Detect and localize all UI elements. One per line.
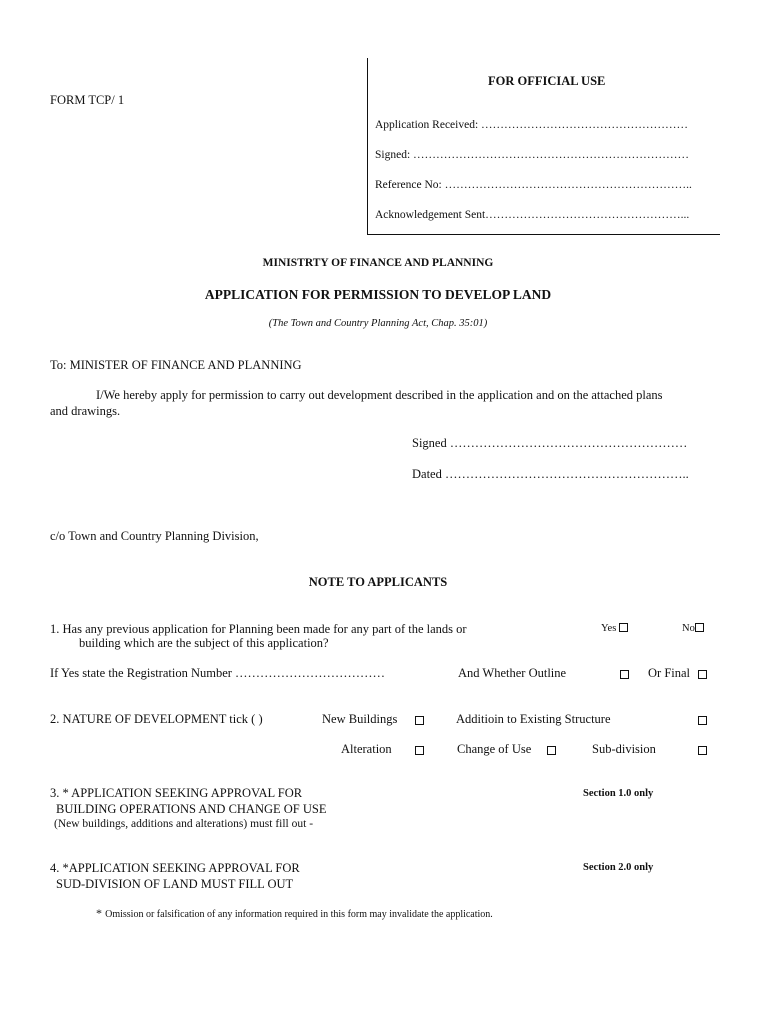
outline-label: And Whether Outline xyxy=(458,666,567,680)
q1-yes-checkbox[interactable] xyxy=(619,623,628,632)
q1-no-option[interactable] xyxy=(682,623,704,634)
q1-yes-label: Yes xyxy=(601,623,617,634)
question-4-line-1: 4. *APPLICATION SEEKING APPROVAL FOR xyxy=(50,861,300,875)
nature-of-development-label: 2. NATURE OF DEVELOPMENT tick ( ) xyxy=(50,712,263,726)
question-1-line-2: building which are the subject of this application? xyxy=(79,636,329,650)
note-heading: NOTE TO APPLICANTS xyxy=(308,575,448,589)
new-buildings-label: New Buildings xyxy=(322,712,398,726)
declaration-line-2: and drawings. xyxy=(50,404,121,418)
reference-no-field[interactable]: Reference No: ……………………………………………………….. xyxy=(375,179,692,191)
subdivision-label: Sub-division xyxy=(592,742,656,756)
addition-label: Additioin to Existing Structure xyxy=(456,712,611,726)
footnote xyxy=(96,906,493,921)
change-of-use-checkbox[interactable] xyxy=(547,746,556,755)
addition-checkbox[interactable] xyxy=(698,716,707,725)
question-1-line-1: 1. Has any previous application for Planning been made for any part of the lands or xyxy=(50,622,467,636)
final-checkbox[interactable] xyxy=(698,670,707,679)
q1-no-checkbox[interactable] xyxy=(695,623,704,632)
question-4-section: Section 2.0 only xyxy=(583,862,654,873)
q1-no-label: No xyxy=(682,623,695,634)
declaration-line-1: I/We hereby apply for permission to carry out development described in the application and on the attached plans xyxy=(96,388,663,402)
subdivision-checkbox[interactable] xyxy=(698,746,707,755)
ministry-heading: MINISTRTY OF FINANCE AND PLANNING xyxy=(262,257,494,269)
addressee-line: To: MINISTER OF FINANCE AND PLANNING xyxy=(50,358,302,372)
change-of-use-label: Change of Use xyxy=(457,742,532,756)
applicant-dated-field[interactable]: Dated ………………………………………………….. xyxy=(412,467,689,481)
question-3-line-2: BUILDING OPERATIONS AND CHANGE OF USE xyxy=(56,802,327,816)
care-of-line: c/o Town and Country Planning Division, xyxy=(50,529,259,543)
registration-number-field[interactable]: If Yes state the Registration Number ……………………………… xyxy=(50,666,386,680)
official-signed-field[interactable]: Signed: ……………………………………………………………… xyxy=(375,149,690,161)
applicant-signed-field[interactable]: Signed ………………………………………………… xyxy=(412,436,688,450)
form-title: APPLICATION FOR PERMISSION TO DEVELOP LAND xyxy=(204,287,552,302)
alteration-checkbox[interactable] xyxy=(415,746,424,755)
act-reference: (The Town and Country Planning Act, Chap. 35:01) xyxy=(268,318,488,329)
outline-checkbox[interactable] xyxy=(620,670,629,679)
question-3-line-1: 3. * APPLICATION SEEKING APPROVAL FOR xyxy=(50,786,303,800)
footnote-text: Omission or falsification of any information required in this form may invalidate the application. xyxy=(105,909,493,920)
alteration-label: Alteration xyxy=(341,742,392,756)
form-id: FORM TCP/ 1 xyxy=(50,93,125,107)
question-3-section: Section 1.0 only xyxy=(583,788,654,799)
application-received-field[interactable]: Application Received: ……………………………………………… xyxy=(375,119,689,131)
q1-yes-option[interactable] xyxy=(601,623,628,634)
footnote-star: * xyxy=(96,906,102,920)
final-label: Or Final xyxy=(648,666,691,680)
question-4-line-2: SUD-DIVISION OF LAND MUST FILL OUT xyxy=(56,877,294,891)
acknowledgement-sent-field[interactable]: Acknowledgement Sent……………………………………………... xyxy=(375,209,690,221)
official-use-heading: FOR OFFICIAL USE xyxy=(488,74,606,88)
new-buildings-checkbox[interactable] xyxy=(415,716,424,725)
question-3-line-3: (New buildings, additions and alterations) must fill out - xyxy=(54,818,314,830)
